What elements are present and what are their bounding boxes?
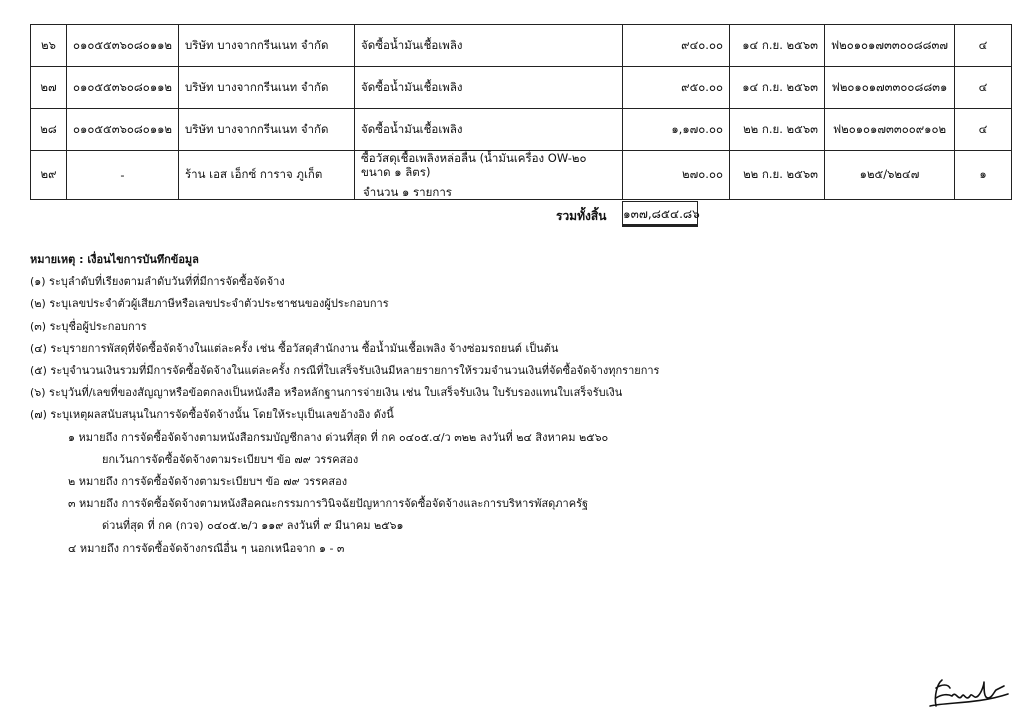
tax-id: ๐๑๐๕๕๓๖๐๘๐๑๑๒: [67, 67, 179, 109]
vendor-name: บริษัท บางจากกรีนเนท จำกัด: [179, 25, 355, 67]
vendor-name: บริษัท บางจากกรีนเนท จำกัด: [179, 109, 355, 151]
row-number: ๒๖: [31, 25, 67, 67]
reason-code-1: ๑ หมายถึง การจัดซื้อจัดจ้างตามหนังสือกรมบัญชีกลาง ด่วนที่สุด ที่ กค ๐๔๐๕.๔/ว ๓๒๒ ลงวันที่ ๒๔ สิงหาคม ๒๕๖๐: [68, 430, 609, 444]
item-description: จัดซื้อน้ำมันเชื้อเพลิง: [355, 109, 623, 151]
reference-number: ฟ๒๐๑๐๑๗๓๓๐๐๘๘๓๗: [825, 25, 955, 67]
total-label: รวมทั้งสิ้น: [556, 209, 607, 223]
date: ๒๒ ก.ย. ๒๕๖๓: [730, 109, 825, 151]
total-value: ๑๓๗,๘๕๔.๘๖: [622, 201, 698, 227]
note-item: (๒) ระบุเลขประจำตัวผู้เสียภาษีหรือเลขประจำตัวประชาชนของผู้ประกอบการ: [30, 297, 389, 311]
amount: ๙๔๐.๐๐: [623, 25, 730, 67]
row-number: ๒๗: [31, 67, 67, 109]
reason-code-3: ๓ หมายถึง การจัดซื้อจัดจ้างตามหนังสือคณะกรรมการวินิจฉัยปัญหาการจัดซื้อจัดจ้างและการบริหารพัสดุภาครัฐ: [68, 497, 589, 511]
note-item: (๓) ระบุชื่อผู้ประกอบการ: [30, 319, 147, 333]
note-item: (๗) ระบุเหตุผลสนับสนุนในการจัดซื้อจัดจ้างนั้น โดยให้ระบุเป็นเลขอ้างอิง ดังนี้: [30, 408, 394, 422]
tax-id: -: [67, 151, 179, 200]
reference-number: ๑๒๕/๖๒๔๗: [825, 151, 955, 200]
procurement-table: [30, 24, 1012, 200]
table-row: [31, 151, 1012, 200]
notes-title: หมายเหตุ : เงื่อนไขการบันทึกข้อมูล: [30, 253, 199, 266]
reason-code: ๔: [955, 67, 1012, 109]
amount: ๒๗๐.๐๐: [623, 151, 730, 200]
signature-icon: [928, 672, 1010, 712]
item-description-cell: [355, 151, 623, 200]
reason-code: ๔: [955, 25, 1012, 67]
date: ๒๒ ก.ย. ๒๕๖๓: [730, 151, 825, 200]
notes-section: [30, 249, 659, 560]
reason-code-4: ๔ หมายถึง การจัดซื้อจัดจ้างกรณีอื่น ๆ นอกเหนือจาก ๑ - ๓: [68, 541, 345, 555]
table-row: [31, 25, 1012, 67]
vendor-name: บริษัท บางจากกรีนเนท จำกัด: [179, 67, 355, 109]
item-description: จัดซื้อน้ำมันเชื้อเพลิง: [355, 67, 623, 109]
row-number: ๒๙: [31, 151, 67, 200]
amount: ๑,๑๗๐.๐๐: [623, 109, 730, 151]
date: ๑๔ ก.ย. ๒๕๖๓: [730, 67, 825, 109]
table-row: [31, 67, 1012, 109]
reference-number: ฟ๒๐๑๐๑๗๓๓๐๐๙๑๐๒: [825, 109, 955, 151]
row-number: ๒๘: [31, 109, 67, 151]
amount: ๙๕๐.๐๐: [623, 67, 730, 109]
item-description: จัดซื้อน้ำมันเชื้อเพลิง: [355, 25, 623, 67]
item-description-line2: จำนวน ๑ รายการ: [363, 185, 452, 199]
date: ๑๔ ก.ย. ๒๕๖๓: [730, 25, 825, 67]
tax-id: ๐๑๐๕๕๓๖๐๘๐๑๑๒: [67, 25, 179, 67]
vendor-name: ร้าน เอส เอ็กซ์ การาจ ภูเก็ต: [179, 151, 355, 200]
tax-id: ๐๑๐๕๕๓๖๐๘๐๑๑๒: [67, 109, 179, 151]
table-row: [31, 109, 1012, 151]
reason-code-3-continued: ด่วนที่สุด ที่ กค (กวจ) ๐๔๐๕.๒/ว ๑๑๙ ลงวันที่ ๙ มีนาคม ๒๕๖๑: [102, 519, 404, 533]
reason-code-1-continued: ยกเว้นการจัดซื้อจัดจ้างตามระเบียบฯ ข้อ ๗๙ วรรคสอง: [102, 452, 359, 466]
note-item: (๔) ระบุรายการพัสดุที่จัดซื้อจัดจ้างในแต่ละครั้ง เช่น ซื้อวัสดุสำนักงาน ซื้อน้ำมันเชื้อเพลิง จ้างซ่อมรถยนต์ เป็นต้น: [30, 341, 559, 355]
note-item: (๖) ระบุวันที่/เลขที่ของสัญญาหรือข้อตกลงเป็นหนังสือ หรือหลักฐานการจ่ายเงิน เช่น ใบเสร็จรับเงิน ใบรับรองแทนใบเสร็จรับเงิน: [30, 386, 623, 400]
note-item: (๕) ระบุจำนวนเงินรวมที่มีการจัดซื้อจัดจ้างในแต่ละครั้ง กรณีที่ใบเสร็จรับเงินมีหลายรายการให้รวมจำนวนเงินที่จัดซื้อจัดจ้างทุกรายการ: [30, 364, 660, 378]
reason-code: ๑: [955, 151, 1012, 200]
reference-number: ฟ๒๐๑๐๑๗๓๓๐๐๘๘๓๑: [825, 67, 955, 109]
note-item: (๑) ระบุลำดับที่เรียงตามลำดับวันที่ที่มีการจัดซื้อจัดจ้าง: [30, 275, 285, 289]
reason-code-2: ๒ หมายถึง การจัดซื้อจัดจ้างตามระเบียบฯ ข้อ ๗๙ วรรคสอง: [68, 475, 348, 489]
item-description: ซื้อวัสดุเชื้อเพลิงหล่อลื่น (น้ำมันเครื่อง OW-๒๐ ขนาด ๑ ลิตร): [361, 151, 587, 179]
reason-code: ๔: [955, 109, 1012, 151]
